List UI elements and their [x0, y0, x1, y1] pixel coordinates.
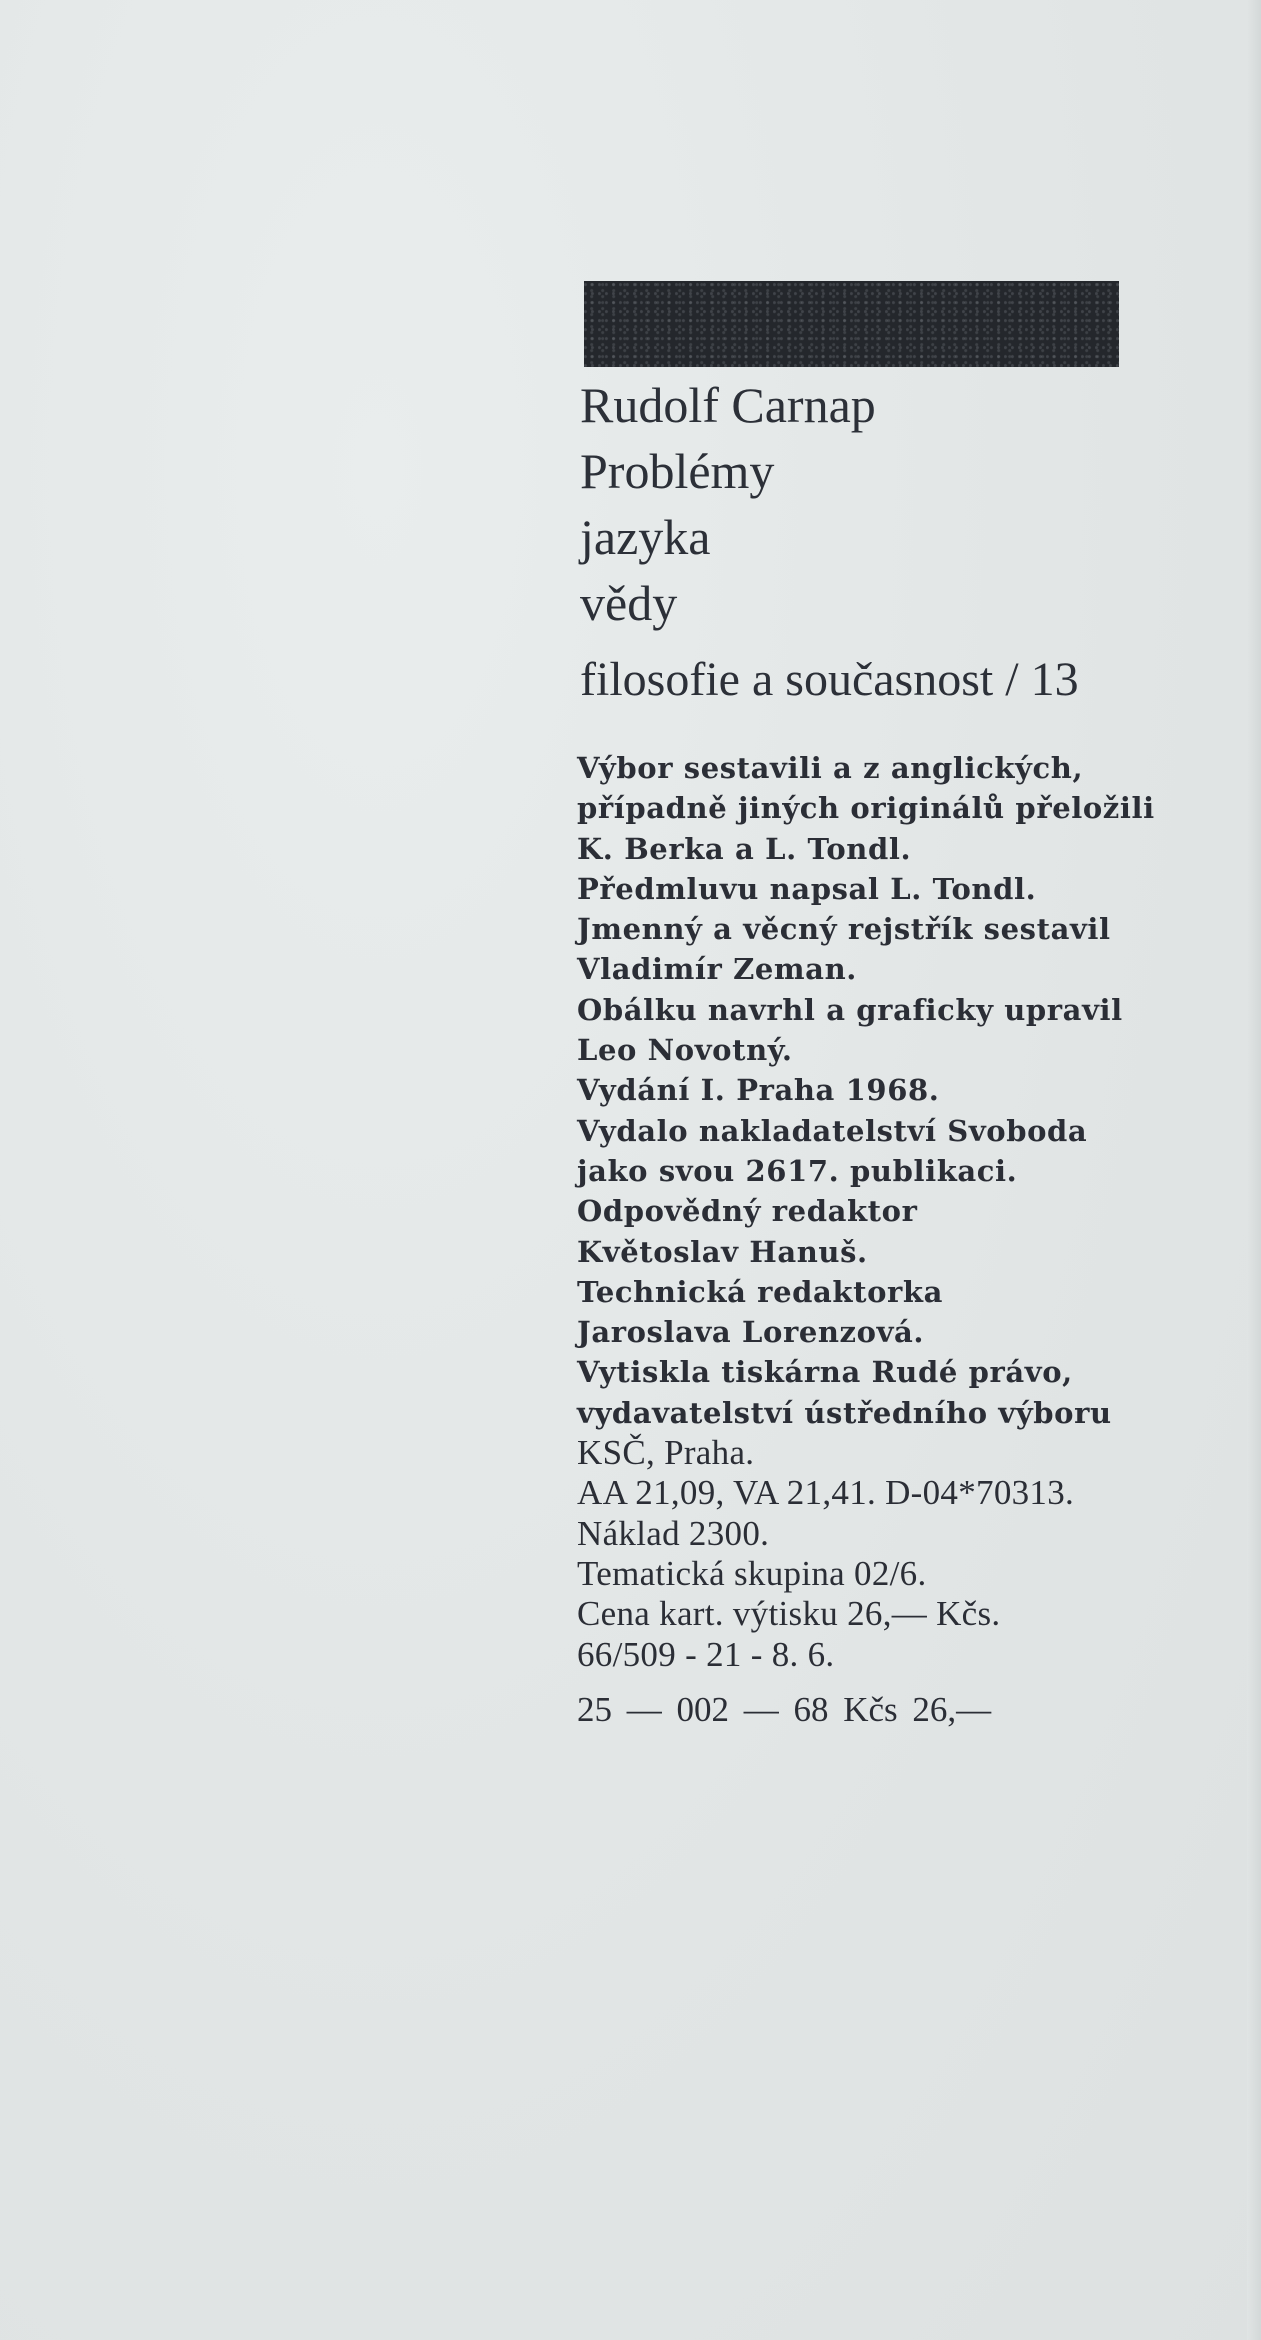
colophon-line: jako svou 2617. publikaci.: [577, 1153, 1018, 1188]
colophon-line: Jaroslava Lorenzová.: [577, 1315, 925, 1350]
book-title-block: [580, 372, 876, 636]
title-line: Problémy: [580, 443, 775, 499]
title-line: vědy: [580, 575, 678, 631]
colophon-line: AA 21,09, VA 21,41. D-04*70313.: [577, 1473, 1075, 1513]
colophon-line: Technická redaktorka: [577, 1274, 943, 1309]
colophon-line: Jmenný a věcný rejstřík sestavil: [577, 912, 1111, 947]
colophon-line: Výbor sestavili a z anglických,: [577, 751, 1084, 785]
colophon-line: Vydalo nakladatelství Svoboda: [577, 1113, 1088, 1148]
author-name: Rudolf Carnap: [580, 377, 876, 433]
colophon-line: KSČ, Praha.: [577, 1433, 755, 1473]
colophon-line: 66/509 - 21 - 8. 6.: [577, 1634, 835, 1674]
colophon-line: Obálku navrhl a graficky upravil: [577, 992, 1123, 1027]
colophon-line: K. Berka a L. Tondl.: [577, 831, 912, 866]
colophon: [577, 748, 1155, 1675]
colophon-line: Odpovědný redaktor: [577, 1194, 918, 1229]
colophon-line: Vytiskla tiskárna Rudé právo,: [577, 1355, 1073, 1390]
colophon-line: Květoslav Hanuš.: [577, 1234, 868, 1269]
series-name: filosofie a současnost / 13: [580, 653, 1079, 706]
title-line: jazyka: [580, 509, 711, 565]
colophon-line: Leo Novotný.: [577, 1033, 793, 1068]
colophon-line: vydavatelství ústředního výboru: [577, 1395, 1112, 1430]
page-edge: [1247, 0, 1261, 2340]
colophon-line: případně jiných originálů přeložili: [577, 791, 1155, 826]
colophon-line: Tematická skupina 02/6.: [577, 1553, 927, 1593]
price-line: 25 — 002 — 68 Kčs 26,—: [577, 1690, 992, 1729]
colophon-line: Náklad 2300.: [577, 1513, 770, 1553]
colophon-line: Předmluvu napsal L. Tondl.: [577, 871, 1037, 906]
colophon-line: Cena kart. výtisku 26,— Kčs.: [577, 1594, 1001, 1634]
black-title-bar: [584, 281, 1119, 367]
colophon-line: Vladimír Zeman.: [577, 952, 857, 987]
colophon-line: Vydání I. Praha 1968.: [577, 1073, 940, 1108]
